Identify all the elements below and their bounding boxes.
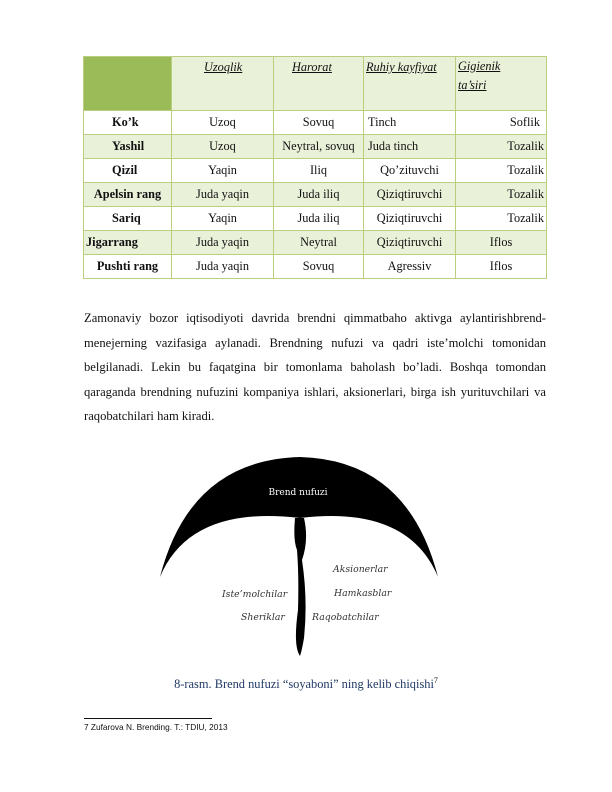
- row-harorat: Sovuq: [274, 111, 364, 135]
- umbrella-handle: [294, 518, 306, 656]
- row-ruhiy: Qiziqtiruvchi: [364, 231, 456, 255]
- header-uzoqlik: Uzoqlik: [172, 57, 274, 111]
- row-color-name: Pushti rang: [84, 255, 172, 279]
- row-color-name: Ko’k: [84, 111, 172, 135]
- label-aksionerlar: Aksionerlar: [333, 564, 388, 575]
- row-gigienik: Tozalik: [456, 183, 547, 207]
- row-color-name: Sariq: [84, 207, 172, 231]
- row-ruhiy: Tinch: [364, 111, 456, 135]
- header-ruhiy-kayfiyat: Ruhiy kayfiyat: [364, 57, 456, 111]
- table-row: [84, 207, 547, 231]
- row-color-name: Yashil: [84, 135, 172, 159]
- row-gigienik: Iflos: [456, 255, 547, 279]
- row-harorat: Sovuq: [274, 255, 364, 279]
- header-gigienik-tasiri: Gigienik ta’siri: [456, 57, 547, 111]
- row-color-name: Qizil: [84, 159, 172, 183]
- figure-caption: [0, 676, 612, 692]
- row-color-name: Jigarrang: [84, 231, 172, 255]
- row-uzoqlik: Uzoq: [172, 135, 274, 159]
- table-row: [84, 255, 547, 279]
- label-istemolchilar: Iste’molchilar: [222, 589, 288, 600]
- brand-umbrella-diagram: [150, 450, 450, 665]
- color-properties-table: [83, 56, 547, 279]
- row-ruhiy: Juda tinch: [364, 135, 456, 159]
- row-uzoqlik: Juda yaqin: [172, 231, 274, 255]
- row-color-name: Apelsin rang: [84, 183, 172, 207]
- row-ruhiy: Qiziqtiruvchi: [364, 207, 456, 231]
- row-gigienik: Tozalik: [456, 159, 547, 183]
- row-gigienik: Tozalik: [456, 207, 547, 231]
- footnote-divider: [84, 718, 212, 719]
- label-hamkasblar: Hamkasblar: [334, 588, 392, 599]
- row-harorat: Neytral: [274, 231, 364, 255]
- table-row: [84, 183, 547, 207]
- header-harorat: Harorat: [274, 57, 364, 111]
- table-row: [84, 135, 547, 159]
- label-raqobatchilar: Raqobatchilar: [312, 612, 379, 623]
- table-corner-cell: [84, 57, 172, 111]
- row-uzoqlik: Juda yaqin: [172, 183, 274, 207]
- row-ruhiy: Agressiv: [364, 255, 456, 279]
- row-harorat: Juda iliq: [274, 207, 364, 231]
- table-header-row: [84, 57, 547, 111]
- row-gigienik: Tozalik: [456, 135, 547, 159]
- table-row: [84, 231, 547, 255]
- row-ruhiy: Qo’zituvchi: [364, 159, 456, 183]
- row-gigienik: Iflos: [456, 231, 547, 255]
- row-gigienik: Soflik: [456, 111, 547, 135]
- row-harorat: Juda iliq: [274, 183, 364, 207]
- row-uzoqlik: Yaqin: [172, 159, 274, 183]
- caption-text: 8-rasm. Brend nufuzi “soyaboni” ning kelib chiqishi: [174, 677, 434, 692]
- diagram-title: Brend nufuzi: [268, 488, 328, 498]
- row-uzoqlik: Uzoq: [172, 111, 274, 135]
- row-uzoqlik: Juda yaqin: [172, 255, 274, 279]
- row-uzoqlik: Yaqin: [172, 207, 274, 231]
- body-paragraph: Zamonaviy bozor iqtisodiyoti davrida brendni qimmatbaho aktivga aylantirishbrend-menejerning vazifasiga aylanadi. Brendning nufuzi va qadri iste’molchi tomonidan belgilanadi. Lekin bu faqatgina bir tomonlama baholash bo’ladi. Boshqa tomondan qaraganda brendning nufuzini kompaniya ishlari, aksionerlari, birga ish yurituvchilari va raqobatchilari ham kiradi.: [84, 311, 546, 423]
- row-ruhiy: Qiziqtiruvchi: [364, 183, 456, 207]
- row-harorat: Iliq: [274, 159, 364, 183]
- footnote: 7 Zufarova N. Brending. T.: TDIU, 2013: [84, 722, 228, 732]
- label-sheriklar: Sheriklar: [241, 612, 285, 623]
- table-row: [84, 111, 547, 135]
- table-row: [84, 159, 547, 183]
- footnote-ref: 7: [433, 676, 438, 685]
- row-harorat: Neytral, sovuq: [274, 135, 364, 159]
